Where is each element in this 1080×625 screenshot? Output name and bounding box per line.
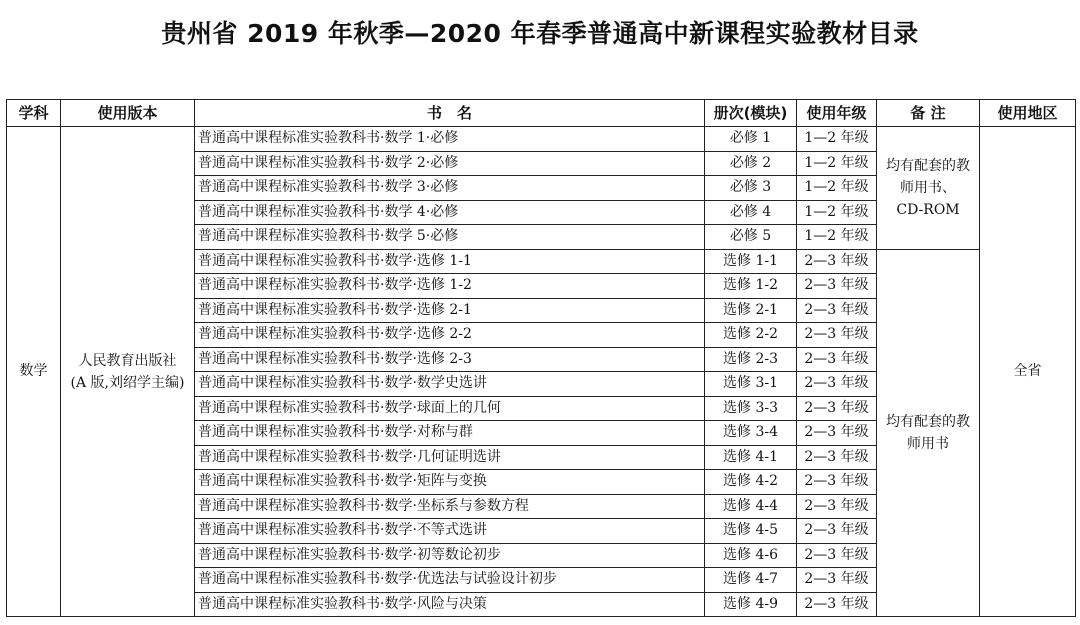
grade-cell: 1—2 年级 [797, 127, 877, 152]
book-title-cell: 普通高中课程标准实验教科书·数学·球面上的几何 [195, 396, 705, 421]
header-row [7, 100, 1076, 127]
book-title-cell: 普通高中课程标准实验教科书·数学·选修 2-1 [195, 298, 705, 323]
grade-cell: 2—3 年级 [797, 592, 877, 617]
volume-cell: 选修 2-1 [705, 298, 797, 323]
volume-cell: 选修 4-2 [705, 470, 797, 495]
header-volume: 册次(模块) [705, 100, 797, 127]
header-grade: 使用年级 [797, 100, 877, 127]
header-edition: 使用版本 [61, 100, 195, 127]
grade-cell: 2—3 年级 [797, 543, 877, 568]
volume-cell: 选修 3-4 [705, 421, 797, 446]
grade-cell: 2—3 年级 [797, 396, 877, 421]
grade-cell: 2—3 年级 [797, 519, 877, 544]
book-title-cell: 普通高中课程标准实验教科书·数学·优选法与试验设计初步 [195, 568, 705, 593]
grade-cell: 1—2 年级 [797, 176, 877, 201]
grade-cell: 2—3 年级 [797, 298, 877, 323]
grade-cell: 2—3 年级 [797, 274, 877, 299]
volume-cell: 选修 4-6 [705, 543, 797, 568]
subject-label: 数学 [19, 362, 48, 379]
volume-cell: 必修 4 [705, 200, 797, 225]
volume-cell: 必修 1 [705, 127, 797, 152]
book-title-cell: 普通高中课程标准实验教科书·数学 4·必修 [195, 200, 705, 225]
grade-cell: 2—3 年级 [797, 494, 877, 519]
book-title-cell: 普通高中课程标准实验教科书·数学 1·必修 [195, 127, 705, 152]
volume-cell: 选修 2-2 [705, 323, 797, 348]
header-subject: 学科 [7, 100, 61, 127]
header-note: 备 注 [877, 100, 980, 127]
textbook-catalog-table [6, 99, 1076, 617]
subject-cell [7, 127, 61, 617]
grade-cell: 1—2 年级 [797, 151, 877, 176]
note-required-line1: 均有配套的教 [886, 157, 970, 174]
volume-cell: 选修 1-1 [705, 249, 797, 274]
edition-cell [61, 127, 195, 617]
note-elective-cell [877, 249, 980, 617]
volume-cell: 必修 2 [705, 151, 797, 176]
edition-publisher: 人民教育出版社 [78, 352, 177, 369]
grade-cell: 2—3 年级 [797, 323, 877, 348]
book-title-cell: 普通高中课程标准实验教科书·数学·选修 1-1 [195, 249, 705, 274]
grade-cell: 2—3 年级 [797, 445, 877, 470]
volume-cell: 选修 3-1 [705, 372, 797, 397]
note-required-line3: CD-ROM [896, 201, 960, 218]
book-title-cell: 普通高中课程标准实验教科书·数学·几何证明选讲 [195, 445, 705, 470]
region-cell [980, 127, 1076, 617]
volume-cell: 选修 4-9 [705, 592, 797, 617]
book-title-cell: 普通高中课程标准实验教科书·数学·不等式选讲 [195, 519, 705, 544]
volume-cell: 选修 1-2 [705, 274, 797, 299]
table-body [7, 127, 1076, 617]
edition-detail: (A 版,刘绍学主编) [70, 374, 185, 391]
volume-cell: 选修 4-1 [705, 445, 797, 470]
book-title-cell: 普通高中课程标准实验教科书·数学 5·必修 [195, 225, 705, 250]
book-title-cell: 普通高中课程标准实验教科书·数学·选修 2-3 [195, 347, 705, 372]
note-required-line2: 师用书、 [900, 179, 956, 196]
volume-cell: 选修 4-5 [705, 519, 797, 544]
volume-cell: 选修 4-4 [705, 494, 797, 519]
volume-cell: 选修 2-3 [705, 347, 797, 372]
book-title-cell: 普通高中课程标准实验教科书·数学·对称与群 [195, 421, 705, 446]
table-row [7, 127, 1076, 152]
book-title-cell: 普通高中课程标准实验教科书·数学·选修 1-2 [195, 274, 705, 299]
book-title-cell: 普通高中课程标准实验教科书·数学 2·必修 [195, 151, 705, 176]
volume-cell: 必修 3 [705, 176, 797, 201]
grade-cell: 2—3 年级 [797, 372, 877, 397]
note-elective-line2: 师用书 [907, 435, 949, 452]
book-title-cell: 普通高中课程标准实验教科书·数学 3·必修 [195, 176, 705, 201]
book-title-cell: 普通高中课程标准实验教科书·数学·选修 2-2 [195, 323, 705, 348]
grade-cell: 2—3 年级 [797, 249, 877, 274]
grade-cell: 1—2 年级 [797, 200, 877, 225]
volume-cell: 选修 4-7 [705, 568, 797, 593]
header-region: 使用地区 [980, 100, 1076, 127]
region-label: 全省 [1013, 362, 1042, 379]
note-elective-line1: 均有配套的教 [886, 413, 970, 430]
note-required-cell [877, 127, 980, 250]
book-title-cell: 普通高中课程标准实验教科书·数学·坐标系与参数方程 [195, 494, 705, 519]
book-title-cell: 普通高中课程标准实验教科书·数学·初等数论初步 [195, 543, 705, 568]
header-book: 书 名 [195, 100, 705, 127]
grade-cell: 2—3 年级 [797, 421, 877, 446]
grade-cell: 2—3 年级 [797, 470, 877, 495]
book-title-cell: 普通高中课程标准实验教科书·数学·数学史选讲 [195, 372, 705, 397]
book-title-cell: 普通高中课程标准实验教科书·数学·矩阵与变换 [195, 470, 705, 495]
volume-cell: 选修 3-3 [705, 396, 797, 421]
book-title-cell: 普通高中课程标准实验教科书·数学·风险与决策 [195, 592, 705, 617]
volume-cell: 必修 5 [705, 225, 797, 250]
grade-cell: 2—3 年级 [797, 347, 877, 372]
page-title: 贵州省 2019 年秋季—2020 年春季普通高中新课程实验教材目录 [161, 19, 919, 48]
grade-cell: 1—2 年级 [797, 225, 877, 250]
grade-cell: 2—3 年级 [797, 568, 877, 593]
